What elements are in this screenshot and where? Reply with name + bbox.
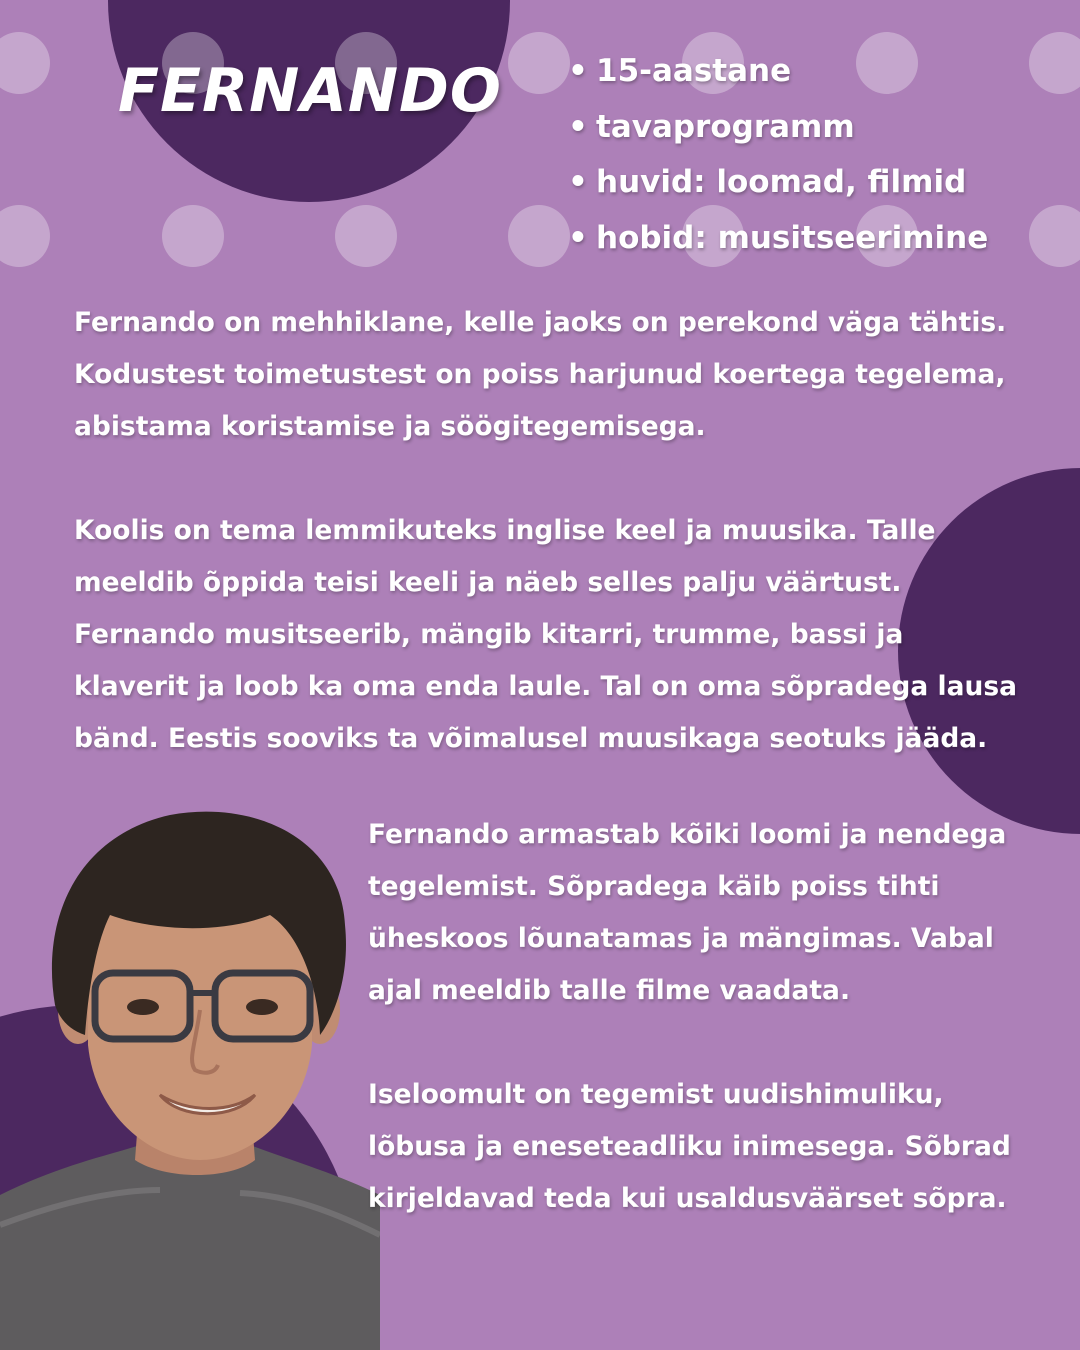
text-line: meeldib õppida teisi keeli ja näeb selles palju väärtust. bbox=[74, 567, 902, 598]
paragraph-personality bbox=[368, 1069, 1011, 1225]
decorative-dot bbox=[1029, 32, 1080, 94]
decorative-dot bbox=[0, 205, 50, 267]
decorative-dot bbox=[508, 32, 570, 94]
decorative-dot bbox=[335, 205, 397, 267]
text-line: ajal meeldib talle filme vaadata. bbox=[368, 975, 851, 1006]
decorative-dot bbox=[1029, 205, 1080, 267]
paragraph-animals-friends bbox=[368, 809, 1006, 1017]
text-line: kirjeldavad teda kui usaldusväärset sõpra. bbox=[368, 1183, 1007, 1214]
text-line: abistama koristamise ja söögitegemisega. bbox=[74, 411, 706, 442]
text-line: Iseloomult on tegemist uudishimuliku, bbox=[368, 1079, 944, 1110]
paragraph-family bbox=[74, 297, 1006, 453]
text-line: Fernando musitseerib, mängib kitarri, trumme, bassi ja bbox=[74, 619, 904, 650]
text-line: bänd. Eestis sooviks ta võimalusel muusikaga seotuks jääda. bbox=[74, 723, 988, 754]
text-line: klaverit ja loob ka oma enda laule. Tal on oma sõpradega lausa bbox=[74, 671, 1018, 702]
fact-interests: • huvid: loomad, filmid bbox=[568, 155, 988, 211]
text-line: Koolis on tema lemmikuteks inglise keel ja muusika. Talle bbox=[74, 515, 936, 546]
text-line: üheskoos lõunatamas ja mängimas. Vabal bbox=[368, 923, 994, 954]
text-line: Fernando on mehhiklane, kelle jaoks on perekond väga tähtis. bbox=[74, 307, 1007, 338]
profile-name-title: FERNANDO bbox=[118, 56, 502, 126]
fact-age: • 15-aastane bbox=[568, 44, 988, 100]
fact-program: • tavaprogramm bbox=[568, 100, 988, 156]
profile-facts-list bbox=[568, 44, 988, 266]
text-line: lõbusa ja eneseteadliku inimesega. Sõbrad bbox=[368, 1131, 1011, 1162]
decorative-dot bbox=[162, 205, 224, 267]
text-line: Fernando armastab kõiki loomi ja nendega bbox=[368, 819, 1007, 850]
portrait-photo bbox=[0, 795, 380, 1350]
text-line: Kodustest toimetustest on poiss harjunud koertega tegelema, bbox=[74, 359, 1006, 390]
fact-hobbies: • hobid: musitseerimine bbox=[568, 211, 988, 267]
text-line: tegelemist. Sõpradega käib poiss tihti bbox=[368, 871, 940, 902]
decorative-dot bbox=[508, 205, 570, 267]
paragraph-school-music bbox=[74, 505, 1017, 765]
decorative-dot bbox=[0, 32, 50, 94]
